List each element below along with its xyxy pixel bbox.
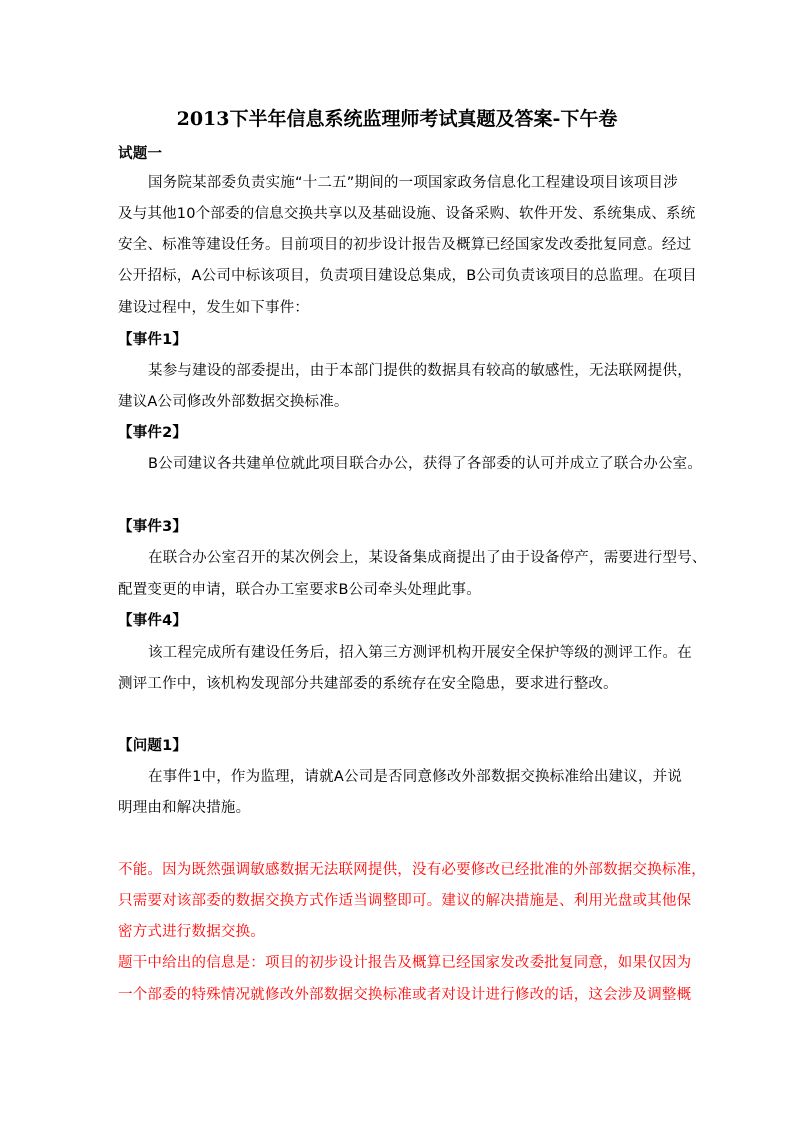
event4-line: 测评工作中，该机构发现部分共建部委的系统存在安全隐患，要求进行整改。 — [118, 676, 618, 692]
question1-heading: 【问题1】 — [118, 738, 188, 754]
event1-line: 建议A公司修改外部数据交换标准。 — [118, 394, 349, 410]
event1-heading: 【事件1】 — [118, 332, 188, 348]
event1-line: 某参与建设的部委提出，由于本部门提供的数据具有较高的敏感性，无法联网提供， — [148, 363, 692, 379]
intro-line: 公开招标，A公司中标该项目，负责项目建设总集成，B公司负责该项目的总监理。在项目 — [118, 268, 697, 284]
intro-line: 国务院某部委负责实施“十二五”期间的一项国家政务信息化工程建设项目该项目涉 — [148, 175, 678, 191]
answer-line: 只需要对该部委的数据交换方式作适当调整即可。建议的解决措施是、利用光盘或其他保 — [118, 893, 692, 909]
answer-line: 题干中给出的信息是：项目的初步设计报告及概算已经国家发改委批复同意，如果仅因为 — [118, 955, 692, 971]
event2-line: B公司建议各共建单位就此项目联合办公，获得了各部委的认可并成立了联合办公室。 — [148, 456, 703, 472]
answer-line: 密方式进行数据交换。 — [118, 924, 265, 940]
section-heading: 试题一 — [118, 146, 163, 162]
event3-line: 在联合办公室召开的某次例会上，某设备集成商提出了由于设备停产，需要进行型号、 — [148, 550, 707, 566]
answer-line: 不能。因为既然强调敏感数据无法联网提供，没有必要修改已经批准的外部数据交换标准， — [118, 862, 706, 878]
intro-line: 及与其他10个部委的信息交换共享以及基础设施、设备采购、软件开发、系统集成、系统 — [118, 206, 696, 222]
question1-line: 明理由和解决措施。 — [118, 800, 251, 816]
document-title: 2013下半年信息系统监理师考试真题及答案-下午卷 — [176, 108, 618, 130]
event3-heading: 【事件3】 — [118, 519, 188, 535]
event2-heading: 【事件2】 — [118, 425, 188, 441]
question1-line: 在事件1中，作为监理，请就A公司是否同意修改外部数据交换标准给出建议，并说 — [148, 769, 683, 785]
intro-line: 安全、标准等建设任务。目前项目的初步设计报告及概算已经国家发改委批复同意。经过 — [118, 237, 692, 253]
answer-line: 一个部委的特殊情况就修改外部数据交换标准或者对设计进行修改的话，这会涉及调整概 — [118, 987, 692, 1003]
event3-line: 配置变更的申请，联合办工室要求B公司牵头处理此事。 — [118, 582, 481, 598]
event4-heading: 【事件4】 — [118, 613, 188, 629]
event4-line: 该工程完成所有建设任务后，招入第三方测评机构开展安全保护等级的测评工作。在 — [148, 645, 692, 661]
intro-line: 建设过程中，发生如下事件： — [118, 300, 310, 316]
